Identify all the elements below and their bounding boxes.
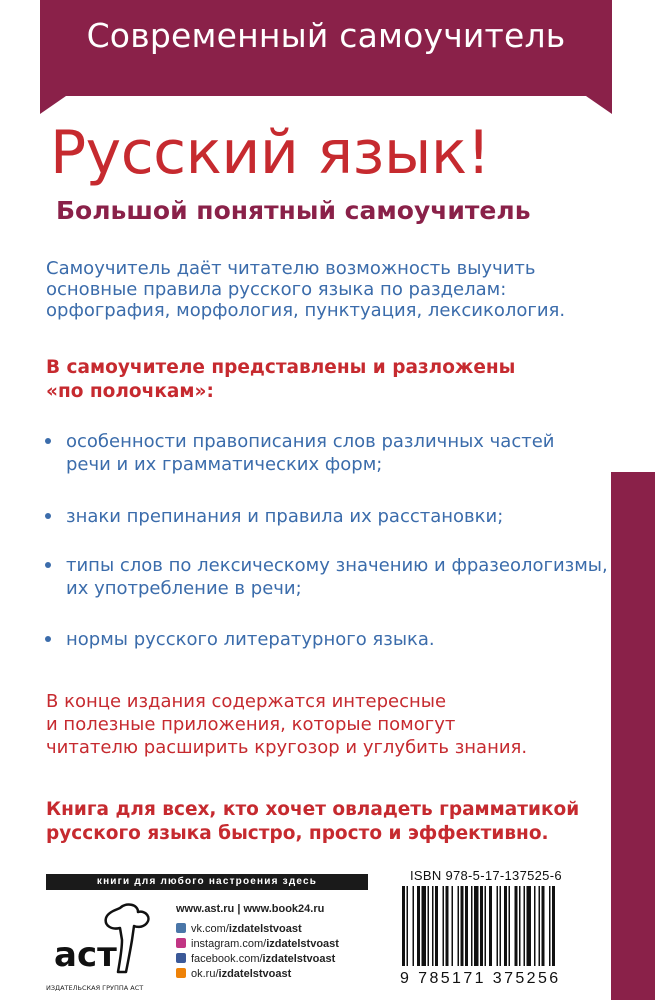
bullet-dot-icon	[45, 636, 51, 642]
closing-statement	[46, 798, 579, 846]
barcode-bar	[527, 886, 532, 966]
social-handle: izdatelstvoast	[266, 938, 339, 950]
social-handle: izdatelstvoast	[228, 923, 302, 935]
barcode-bar	[539, 886, 541, 966]
barcode-bar	[413, 886, 415, 966]
bullet-item	[40, 505, 600, 528]
barcode-bar	[402, 886, 405, 966]
features-heading-line: В самоучителе представлены и разложены	[46, 357, 516, 378]
barcode-bar	[422, 886, 427, 966]
bullet-item	[40, 430, 600, 476]
logo-wordmark: аст	[54, 935, 117, 975]
bullet-line: их употребление в речи;	[66, 578, 302, 599]
side-accent-bar	[611, 472, 655, 1000]
features-heading	[46, 356, 515, 404]
barcode-bar	[552, 886, 555, 966]
barcode-bar	[524, 886, 526, 966]
social-prefix: instagram.com/	[191, 938, 267, 950]
outro-line: и полезные приложения, которые помогут	[46, 714, 456, 735]
barcode-bar	[474, 886, 479, 966]
barcode-bar	[480, 886, 483, 966]
series-title: Современный самоучитель	[86, 16, 566, 55]
features-heading-line: «по полочкам»:	[46, 381, 214, 402]
bullet-line: типы слов по лексическому значению и фразеологизмы,	[66, 555, 608, 576]
header-banner	[40, 0, 612, 96]
intro-paragraph	[46, 258, 606, 321]
bullet-line: нормы русского литературного языка.	[66, 629, 435, 650]
banner-notch-right	[586, 96, 612, 114]
barcode-bar	[471, 886, 473, 966]
barcode-image	[398, 886, 608, 968]
barcode-bar	[485, 886, 487, 966]
bullet-dot-icon	[45, 438, 51, 444]
barcode-bar	[504, 886, 507, 966]
vk-icon	[176, 923, 186, 933]
barcode-bar	[489, 886, 492, 966]
bullet-line: знаки препинания и правила их расстановки;	[66, 506, 504, 527]
logo-caption: ИЗДАТЕЛЬСКАЯ ГРУППА АСТ	[46, 984, 144, 992]
barcode-bar	[452, 886, 454, 966]
barcode-bar	[509, 886, 511, 966]
book-title: Русский язык!	[50, 118, 491, 188]
barcode-bar	[542, 886, 545, 966]
intro-line: Самоучитель даёт читателю возможность выучить	[46, 258, 536, 279]
book-subtitle: Большой понятный самоучитель	[56, 196, 531, 225]
closing-line: русского языка быстро, просто и эффективно.	[46, 823, 549, 844]
intro-line: орфография, морфология, пунктуация, лексикология.	[46, 300, 566, 321]
facebook-icon	[176, 953, 186, 963]
social-vk	[176, 922, 302, 936]
bullet-line: особенности правописания слов различных частей	[66, 431, 555, 452]
instagram-icon	[176, 938, 186, 948]
isbn-label: ISBN 978-5-17-137525-6	[410, 868, 562, 883]
barcode-bar	[500, 886, 502, 966]
barcode-bar	[519, 886, 521, 966]
bullet-dot-icon	[45, 513, 51, 519]
barcode-bar	[446, 886, 449, 966]
social-facebook	[176, 952, 335, 966]
odnoklassniki-icon	[176, 968, 186, 978]
closing-line: Книга для всех, кто хочет овладеть грамматикой	[46, 799, 580, 820]
social-prefix: vk.com/	[191, 923, 229, 935]
bullet-line: речи и их грамматических форм;	[66, 454, 383, 475]
barcode-digits: 9 785171 375256	[400, 970, 561, 987]
bullet-item	[40, 554, 608, 600]
intro-line: основные правила русского языка по разделам:	[46, 279, 507, 300]
outro-paragraph	[46, 690, 527, 759]
barcode-bar	[432, 886, 434, 966]
barcode-bar	[458, 886, 460, 966]
barcode-bar	[549, 886, 551, 966]
ast-logo	[46, 900, 166, 980]
barcode-bar	[407, 886, 409, 966]
barcode-bar	[534, 886, 536, 966]
barcode-bar	[497, 886, 499, 966]
barcode-bar	[417, 886, 420, 966]
social-prefix: ok.ru/	[191, 968, 219, 980]
publisher-tagline: книги для любого настроения здесь	[46, 874, 368, 890]
social-handle: izdatelstvoast	[218, 968, 292, 980]
bullet-dot-icon	[45, 562, 51, 568]
banner-notch-left	[40, 96, 66, 114]
social-prefix: facebook.com/	[191, 953, 263, 965]
barcode-bar	[435, 886, 438, 966]
barcode-bar	[428, 886, 430, 966]
barcode-bar	[461, 886, 464, 966]
social-odnoklassniki	[176, 967, 291, 981]
social-handle: izdatelstvoast	[262, 953, 336, 965]
barcode-bar	[465, 886, 468, 966]
barcode-bar	[443, 886, 445, 966]
bullet-item	[40, 628, 600, 651]
barcode-bar	[515, 886, 518, 966]
outro-line: читателю расширить кругозор и углубить знания.	[46, 737, 528, 758]
social-instagram	[176, 937, 339, 951]
website-links: www.ast.ru | www.book24.ru	[176, 903, 325, 915]
outro-line: В конце издания содержатся интересные	[46, 691, 447, 712]
